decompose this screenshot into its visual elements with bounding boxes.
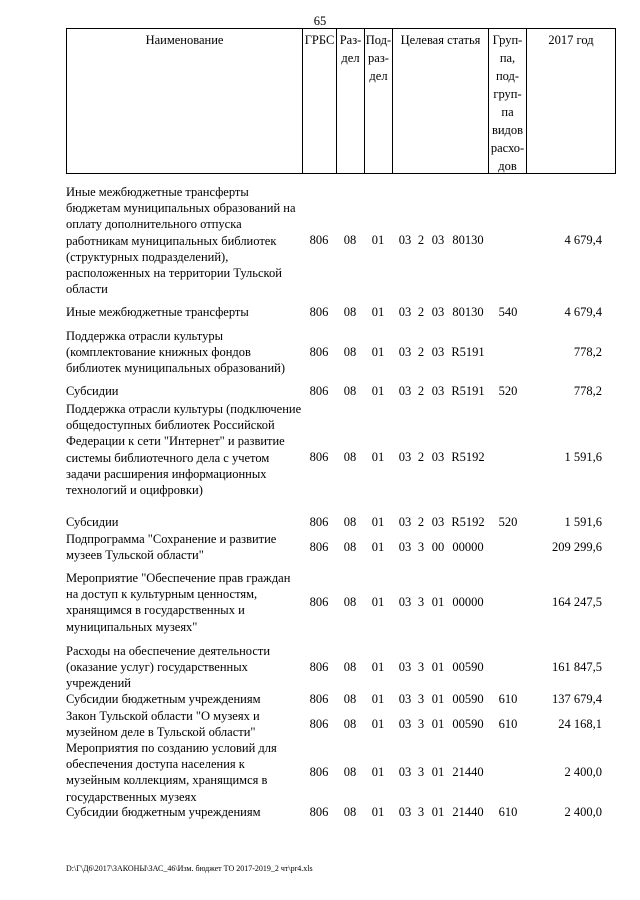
file-path-footer: D:\Г\Д6\2017\ЗАКОНЫ\ЗАС_46\Изм. бюджет ТО 2017-2019_2 чт\pr4.xls [66,864,313,873]
row-target-direction: 00590 [452,692,484,706]
row-name: Поддержка отрасли культуры (комплектование книжных фондов библиотек муниципальных образований) [66,329,286,376]
row-grbs: 806 [309,384,329,398]
row-target-direction: R5191 [451,345,485,359]
row-target-event: 01 [431,765,445,779]
table-row [0,304,640,321]
row-target-direction: R5191 [451,384,485,398]
header-name: Наименование [67,29,303,173]
row-target-event: 01 [431,660,445,674]
row-vid [490,531,526,564]
row-target-direction: 80130 [452,233,484,247]
row-vid [490,570,526,635]
row-target-direction: R5192 [451,515,485,529]
row-target-subprogram: 2 [417,233,425,247]
row-target-direction: 21440 [452,765,484,779]
row-target-event: 03 [431,305,445,319]
row-target-program: 03 [398,717,412,731]
row-target-event: 01 [431,717,445,731]
row-target-event: 01 [431,805,445,819]
row-vid [490,740,526,805]
row-razdel: 08 [343,717,357,731]
row-name: Закон Тульской области "О музеях и музейном деле в Тульской области" [66,709,260,740]
row-podrazdel: 01 [371,305,385,319]
row-vid: 610 [498,805,518,819]
header-year: 2017 год [548,33,594,47]
row-target-program: 03 [398,450,412,464]
row-podrazdel: 01 [371,595,385,609]
row-grbs: 806 [309,540,329,554]
row-target-event: 01 [431,595,445,609]
row-podrazdel: 01 [371,233,385,247]
row-razdel: 08 [343,384,357,398]
table-row [0,383,640,400]
row-grbs: 806 [309,692,329,706]
row-name: Расходы на обеспечение деятельности (оказание услуг) государственных учреждений [66,644,271,691]
row-name: Подпрограмма "Сохранение и развитие музеев Тульской области" [66,532,277,563]
row-razdel: 08 [343,692,357,706]
row-name: Мероприятие "Обеспечение прав граждан на доступ к культурным ценностям, хранящимся в государственных и муниципальных музеях" [66,571,291,634]
row-name: Мероприятия по созданию условий для обеспечения доступа населения к музейным коллекциям, хранящимся в государственных музеях [66,741,277,804]
row-podrazdel: 01 [371,717,385,731]
row-sum: 1 591,6 [564,450,602,464]
header-podrazdel: Под- раз- дел [365,29,393,173]
row-podrazdel: 01 [371,540,385,554]
header-vid: Груп- па, под- груп- па видов расхо- дов [489,29,527,173]
row-target-event: 03 [431,233,445,247]
row-vid [490,643,526,692]
row-razdel: 08 [343,765,357,779]
row-podrazdel: 01 [371,384,385,398]
row-podrazdel: 01 [371,765,385,779]
row-target-program: 03 [398,692,412,706]
row-target-event: 03 [431,345,445,359]
row-podrazdel: 01 [371,345,385,359]
row-sum: 4 679,4 [564,233,602,247]
row-target-subprogram: 3 [417,660,425,674]
row-vid: 540 [498,305,518,319]
row-target-subprogram: 2 [417,305,425,319]
row-target-subprogram: 2 [417,384,425,398]
row-target-direction: 00000 [452,540,484,554]
row-target-direction: 00000 [452,595,484,609]
table-row [0,570,640,635]
row-grbs: 806 [309,765,329,779]
row-grbs: 806 [309,345,329,359]
row-vid: 520 [498,515,518,529]
row-target-program: 03 [398,233,412,247]
row-vid [490,184,526,297]
row-grbs: 806 [309,805,329,819]
row-target-direction: R5192 [451,450,485,464]
row-name: Поддержка отрасли культуры (подключение общедоступных библиотек Российской Федерации к сети "Интернет" и развитие системы библиотечного дела с учетом задачи расширения информационных технологий и оцифровки) [66,402,302,498]
row-target-event: 01 [431,692,445,706]
row-name: Иные межбюджетные трансферты бюджетам муниципальных образований на оплату дополнительного отпуска работникам муниципальных библиотек (структурных подразделений), расположенных на территории Тульской области [66,185,296,297]
row-sum: 1 591,6 [564,515,602,529]
row-razdel: 08 [343,540,357,554]
row-sum: 137 679,4 [552,692,602,706]
table-row [0,514,640,531]
row-target-program: 03 [398,345,412,359]
row-sum: 2 400,0 [564,805,602,819]
row-name: Субсидии [66,384,119,398]
row-target-direction: 80130 [452,305,484,319]
row-target-program: 03 [398,660,412,674]
row-target-subprogram: 2 [417,345,425,359]
row-razdel: 08 [343,345,357,359]
row-name: Субсидии бюджетным учреждениям [66,692,261,706]
row-target-program: 03 [398,384,412,398]
row-podrazdel: 01 [371,805,385,819]
row-vid [490,328,526,377]
table-row [0,708,640,741]
header-grbs: ГРБС [303,29,337,173]
row-target-direction: 21440 [452,805,484,819]
row-target-event: 03 [431,384,445,398]
header-target: Целевая статья [393,29,489,173]
row-name: Субсидии бюджетным учреждениям [66,805,261,819]
row-grbs: 806 [309,660,329,674]
row-name: Субсидии [66,515,119,529]
row-target-subprogram: 3 [417,692,425,706]
row-razdel: 08 [343,305,357,319]
row-razdel: 08 [343,233,357,247]
row-target-event: 03 [431,515,445,529]
table-row [0,328,640,377]
row-target-program: 03 [398,540,412,554]
row-target-program: 03 [398,805,412,819]
table-row [0,804,640,821]
row-target-program: 03 [398,305,412,319]
row-target-event: 03 [431,450,445,464]
row-target-subprogram: 3 [417,765,425,779]
row-target-subprogram: 3 [417,805,425,819]
row-razdel: 08 [343,660,357,674]
row-vid: 610 [498,717,518,731]
row-grbs: 806 [309,305,329,319]
row-target-subprogram: 3 [417,595,425,609]
row-grbs: 806 [309,595,329,609]
row-razdel: 08 [343,515,357,529]
row-target-event: 00 [431,540,445,554]
row-sum: 164 247,5 [552,595,602,609]
table-row [0,184,640,297]
row-grbs: 806 [309,515,329,529]
row-sum: 24 168,1 [558,717,602,731]
page-number: 65 [313,14,327,28]
row-target-program: 03 [398,515,412,529]
row-razdel: 08 [343,595,357,609]
row-target-program: 03 [398,765,412,779]
row-sum: 2 400,0 [564,765,602,779]
row-sum: 778,2 [573,384,602,398]
row-target-subprogram: 3 [417,717,425,731]
row-target-direction: 00590 [452,660,484,674]
row-podrazdel: 01 [371,515,385,529]
row-sum: 209 299,6 [552,540,602,554]
row-target-program: 03 [398,595,412,609]
row-podrazdel: 01 [371,660,385,674]
row-vid: 520 [498,384,518,398]
row-podrazdel: 01 [371,450,385,464]
row-target-direction: 00590 [452,717,484,731]
row-razdel: 08 [343,450,357,464]
row-target-subprogram: 2 [417,515,425,529]
header-razdel: Раз- дел [337,29,365,173]
row-target-subprogram: 2 [417,450,425,464]
row-razdel: 08 [343,805,357,819]
table-row [0,401,640,514]
row-target-subprogram: 3 [417,540,425,554]
row-sum: 778,2 [573,345,602,359]
row-vid [490,401,526,514]
table-row [0,643,640,692]
row-grbs: 806 [309,450,329,464]
row-sum: 4 679,4 [564,305,602,319]
row-sum: 161 847,5 [552,660,602,674]
row-vid: 610 [498,692,518,706]
table-row [0,691,640,708]
row-name: Иные межбюджетные трансферты [66,305,249,319]
row-podrazdel: 01 [371,692,385,706]
table-row [0,740,640,805]
table-row [0,531,640,564]
row-grbs: 806 [309,233,329,247]
row-grbs: 806 [309,717,329,731]
